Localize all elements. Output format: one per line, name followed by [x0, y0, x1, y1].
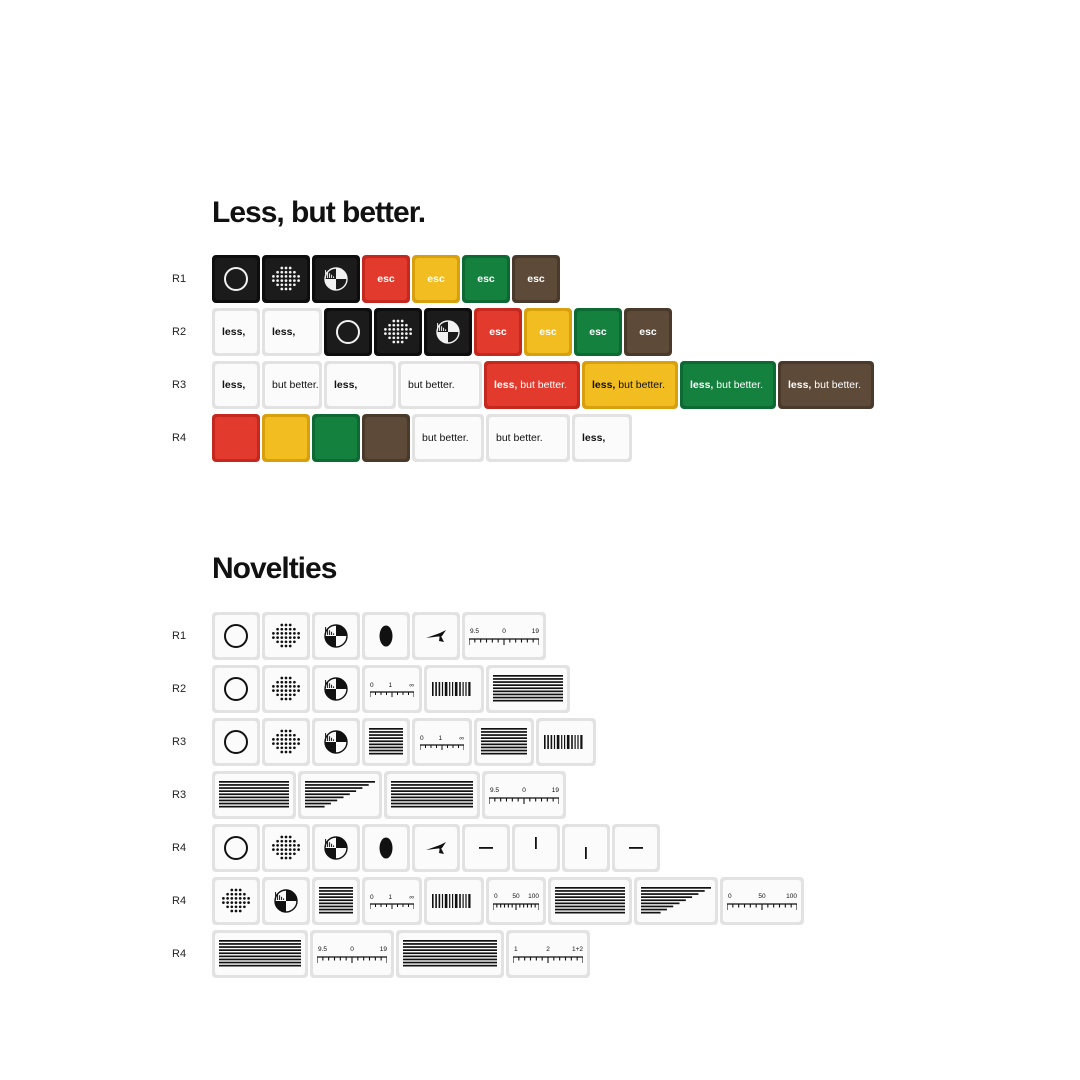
keycap-top-surface	[565, 827, 607, 869]
keycap-top-surface	[315, 880, 357, 922]
keycap-top-surface	[265, 668, 307, 710]
keycap-graphic	[301, 774, 379, 816]
keycap-top-surface	[313, 933, 391, 975]
svg-text:0: 0	[728, 893, 732, 900]
keycap-top-surface	[477, 311, 519, 353]
keycap-top-surface	[315, 668, 357, 710]
key-scale-0-50-100[interactable]	[486, 877, 546, 925]
keycap-row-keys	[212, 824, 662, 872]
keycap-legend: less, but better.	[690, 378, 763, 391]
keycap-top-surface	[215, 668, 257, 710]
keycap-graphic	[485, 774, 563, 816]
keycap-legend: less, but better.	[494, 378, 567, 391]
keycap-legend: but better.	[422, 431, 469, 444]
svg-text:1+2: 1+2	[571, 946, 583, 953]
keycap-row	[170, 877, 806, 925]
key-esc-yellow-2[interactable]	[524, 308, 572, 356]
keycap-graphic	[215, 721, 257, 763]
keycap-top-surface	[215, 258, 257, 300]
row-label: R1	[172, 630, 187, 642]
keycap-top-surface	[509, 933, 587, 975]
keycap-row	[170, 612, 806, 660]
row-label: R3	[172, 379, 187, 391]
keycap-top-surface	[427, 880, 481, 922]
keycap-graphic	[315, 615, 357, 657]
keycap-top-surface	[315, 258, 357, 300]
key-propeller[interactable]	[412, 612, 460, 660]
key-dot-grid[interactable]	[262, 612, 310, 660]
svg-text:19: 19	[379, 946, 387, 953]
key-pie-2[interactable]	[312, 665, 360, 713]
svg-text:9.5: 9.5	[318, 946, 328, 953]
keycap-graphic	[215, 933, 305, 975]
svg-text:∞: ∞	[409, 682, 414, 689]
keycap-graphic	[315, 827, 357, 869]
keycap-top-surface	[265, 417, 307, 459]
key-scale-0-1-inf-3[interactable]	[362, 877, 422, 925]
keycap-row	[170, 665, 806, 713]
key-dots-black[interactable]	[262, 255, 310, 303]
keycap-graphic	[365, 721, 407, 763]
keycap-graphic	[215, 615, 257, 657]
keycap-top-surface	[637, 880, 715, 922]
key-butbetter-white-4[interactable]	[486, 414, 570, 462]
keycap-graphic	[215, 827, 257, 869]
key-dash-1[interactable]	[462, 824, 510, 872]
key-esc-brown[interactable]	[512, 255, 560, 303]
svg-text:50: 50	[758, 893, 766, 900]
keycap-graphic	[365, 827, 407, 869]
keycap-top-surface	[515, 827, 557, 869]
keycap-top-surface	[551, 880, 629, 922]
keycap-top-surface	[465, 827, 507, 869]
svg-text:∞: ∞	[409, 894, 414, 901]
keycap-graphic	[265, 258, 307, 300]
keycap-top-surface	[365, 880, 419, 922]
keycap-graphic	[365, 668, 419, 710]
key-esc-red[interactable]	[362, 255, 410, 303]
keycap-graphic	[551, 880, 629, 922]
key-lessbutbetter-green[interactable]	[680, 361, 776, 409]
key-scale-1-2-12[interactable]	[506, 930, 590, 978]
keycap-top-surface	[365, 417, 407, 459]
key-pie-3[interactable]	[312, 718, 360, 766]
keycap-top-surface	[527, 311, 569, 353]
keycap-graphic	[315, 721, 357, 763]
row-label: R3	[172, 736, 187, 748]
keycap-graphic	[265, 668, 307, 710]
svg-text:50: 50	[512, 893, 520, 900]
keycap-graphic	[215, 774, 293, 816]
keycap-top-surface	[489, 668, 567, 710]
keycap-row-keys	[212, 414, 634, 462]
key-dot-grid-4[interactable]	[262, 824, 310, 872]
row-label: R1	[172, 273, 187, 285]
keycap-legend: but better.	[408, 378, 455, 391]
keycap-row	[170, 718, 806, 766]
keycap-graphic	[265, 721, 307, 763]
keycap-row	[170, 824, 806, 872]
key-butbetter-white-3[interactable]	[412, 414, 484, 462]
keycap-legend: esc	[639, 326, 657, 338]
svg-text:19: 19	[551, 787, 559, 794]
keycap-top-surface	[585, 364, 675, 406]
key-less-white-3[interactable]	[212, 361, 260, 409]
keycap-top-surface	[315, 827, 357, 869]
keycap-row-keys	[212, 612, 548, 660]
keycap-row-keys	[212, 665, 572, 713]
key-taper-1[interactable]	[298, 771, 382, 819]
key-circle-outline-3[interactable]	[212, 718, 260, 766]
keycap-top-surface	[489, 417, 567, 459]
keycap-top-surface	[487, 364, 577, 406]
keycap-row-keys	[212, 930, 592, 978]
keycap-top-surface	[315, 615, 357, 657]
key-dot-grid-5[interactable]	[212, 877, 260, 925]
keycap-top-surface	[427, 311, 469, 353]
keycap-section-less-but-better	[170, 255, 876, 467]
key-taper-2[interactable]	[634, 877, 718, 925]
keycap-top-surface	[215, 615, 257, 657]
key-less-white-1[interactable]	[212, 308, 260, 356]
keycap-legend: esc	[377, 273, 395, 285]
row-label: R4	[172, 948, 187, 960]
key-less-white-2[interactable]	[262, 308, 322, 356]
keycap-legend: esc	[589, 326, 607, 338]
key-pie-5[interactable]	[262, 877, 310, 925]
key-ticks-var[interactable]	[424, 665, 484, 713]
keycap-top-surface	[465, 615, 543, 657]
keycap-row-keys	[212, 771, 568, 819]
keycap-graphic	[427, 880, 481, 922]
keycap-top-surface	[365, 721, 407, 763]
keycap-row-keys	[212, 255, 562, 303]
key-circle-outline-4[interactable]	[212, 824, 260, 872]
keycap-graphic	[377, 311, 419, 353]
keycap-graphic	[327, 311, 369, 353]
keycap-graphic	[215, 668, 257, 710]
key-dots-black-2[interactable]	[374, 308, 422, 356]
keycap-top-surface	[399, 933, 501, 975]
keycap-top-surface	[215, 417, 257, 459]
keycap-top-surface	[387, 774, 477, 816]
keycap-graphic	[365, 615, 407, 657]
keycap-graphic	[265, 827, 307, 869]
keycap-top-surface	[265, 364, 319, 406]
key-bars-5[interactable]	[312, 877, 360, 925]
keycap-graphic	[427, 311, 469, 353]
row-label: R3	[172, 789, 187, 801]
keycap-row	[170, 930, 806, 978]
key-tick-down[interactable]	[562, 824, 610, 872]
key-lessbutbetter-brown[interactable]	[778, 361, 874, 409]
key-dot-grid-3[interactable]	[262, 718, 310, 766]
keycap-top-surface	[365, 258, 407, 300]
keycap-graphic	[315, 258, 357, 300]
key-bars-6[interactable]	[548, 877, 632, 925]
key-circle-outline[interactable]	[212, 612, 260, 660]
keycap-top-surface	[415, 615, 457, 657]
key-dot-grid-2[interactable]	[262, 665, 310, 713]
keycap-legend: less, but better.	[788, 378, 861, 391]
key-less-white-4[interactable]	[324, 361, 396, 409]
keycap-top-surface	[215, 827, 257, 869]
keycap-row	[170, 414, 876, 462]
key-bars-7[interactable]	[212, 930, 308, 978]
key-ticks-var-2[interactable]	[536, 718, 596, 766]
keycap-graphic	[365, 880, 419, 922]
keycap-graphic	[723, 880, 801, 922]
keycap-top-surface	[215, 721, 257, 763]
key-bars-1[interactable]	[362, 718, 410, 766]
svg-text:100: 100	[528, 893, 539, 900]
key-tick-up[interactable]	[512, 824, 560, 872]
svg-text:1: 1	[388, 894, 393, 901]
keycap-top-surface	[315, 417, 357, 459]
keycap-graphic	[615, 827, 657, 869]
keycap-top-surface	[415, 258, 457, 300]
keycap-legend: esc	[477, 273, 495, 285]
keycap-top-surface	[365, 827, 407, 869]
keycap-top-surface	[265, 827, 307, 869]
keycap-graphic	[565, 827, 607, 869]
keycap-top-surface	[301, 774, 379, 816]
keycap-graphic	[465, 615, 543, 657]
svg-text:0: 0	[420, 735, 424, 742]
keycap-top-surface	[683, 364, 773, 406]
page-title-novelties: Novelties	[212, 552, 337, 585]
key-ticks-var-3[interactable]	[424, 877, 484, 925]
keycap-legend: esc	[489, 326, 507, 338]
keycap-top-surface	[327, 311, 369, 353]
keycap-graphic	[637, 880, 715, 922]
key-bars-4[interactable]	[384, 771, 480, 819]
svg-text:9.5: 9.5	[490, 787, 500, 794]
keycap-legend: less,	[582, 431, 606, 444]
keycap-top-surface	[215, 311, 257, 353]
keycap-graphic	[265, 615, 307, 657]
keycap-top-surface	[377, 311, 419, 353]
key-esc-green[interactable]	[462, 255, 510, 303]
key-esc-brown-2[interactable]	[624, 308, 672, 356]
key-circle-black[interactable]	[212, 255, 260, 303]
keycap-legend: less,	[334, 378, 358, 391]
svg-text:9.5: 9.5	[470, 628, 480, 635]
key-scale-0-50-100-2[interactable]	[720, 877, 804, 925]
keycap-legend: less,	[272, 325, 296, 338]
keycap-top-surface	[265, 615, 307, 657]
keycap-graphic	[415, 615, 457, 657]
keycap-top-surface	[427, 668, 481, 710]
keycap-top-surface	[315, 721, 357, 763]
keycap-graphic	[415, 827, 457, 869]
key-blank-brown[interactable]	[362, 414, 410, 462]
key-esc-green-2[interactable]	[574, 308, 622, 356]
keycap-legend: esc	[527, 273, 545, 285]
key-scale-95-0-19-2[interactable]	[482, 771, 566, 819]
svg-text:∞: ∞	[459, 735, 464, 742]
keycap-top-surface	[577, 311, 619, 353]
keycap-graphic	[215, 258, 257, 300]
key-oval-fill[interactable]	[362, 612, 410, 660]
keycap-graphic	[315, 880, 357, 922]
keycap-row-keys	[212, 308, 674, 356]
keycap-row	[170, 308, 876, 356]
keycap-legend: but better.	[272, 378, 319, 391]
keycap-top-surface	[215, 880, 257, 922]
row-label: R4	[172, 432, 187, 444]
keycap-graphic	[415, 721, 469, 763]
keycap-top-surface	[265, 311, 319, 353]
svg-text:1: 1	[388, 682, 393, 689]
key-dash-2[interactable]	[612, 824, 660, 872]
key-blank-red[interactable]	[212, 414, 260, 462]
keycap-graphic	[515, 827, 557, 869]
key-oval-fill-2[interactable]	[362, 824, 410, 872]
page-title-less-but-better: Less, but better.	[212, 196, 426, 229]
keycap-graphic	[215, 880, 257, 922]
key-butbetter-white-1[interactable]	[262, 361, 322, 409]
keycap-graphic	[265, 880, 307, 922]
key-lessbutbetter-red[interactable]	[484, 361, 580, 409]
key-propeller-2[interactable]	[412, 824, 460, 872]
keycap-top-surface	[515, 258, 557, 300]
keycap-top-surface	[215, 933, 305, 975]
key-pie-black[interactable]	[312, 255, 360, 303]
keycap-graphic	[509, 933, 587, 975]
keycap-top-surface	[215, 364, 257, 406]
svg-text:0: 0	[370, 894, 374, 901]
svg-text:0: 0	[502, 628, 506, 635]
keycap-row	[170, 361, 876, 409]
svg-text:0: 0	[370, 682, 374, 689]
keycap-legend: less, but better.	[592, 378, 665, 391]
key-scale-0-1-inf[interactable]	[362, 665, 422, 713]
key-circle-black-2[interactable]	[324, 308, 372, 356]
key-bars-3[interactable]	[212, 771, 296, 819]
keycap-graphic	[427, 668, 481, 710]
keycap-legend: less,	[222, 378, 246, 391]
key-butbetter-white-2[interactable]	[398, 361, 482, 409]
keycap-graphic	[489, 668, 567, 710]
svg-text:0: 0	[522, 787, 526, 794]
keycap-graphic	[489, 880, 543, 922]
keycap-graphic	[539, 721, 593, 763]
keycap-top-surface	[477, 721, 531, 763]
keycap-top-surface	[575, 417, 629, 459]
keycap-graphic	[315, 668, 357, 710]
key-blank-green[interactable]	[312, 414, 360, 462]
keycap-graphic	[477, 721, 531, 763]
keycap-top-surface	[723, 880, 801, 922]
keycap-row	[170, 771, 806, 819]
key-scale-95-0-19[interactable]	[462, 612, 546, 660]
keycap-legend: esc	[539, 326, 557, 338]
keycap-top-surface	[415, 721, 469, 763]
keycap-top-surface	[365, 668, 419, 710]
key-scale-0-1-inf-2[interactable]	[412, 718, 472, 766]
svg-text:2: 2	[546, 946, 550, 953]
keycap-top-surface	[615, 827, 657, 869]
keycap-top-surface	[415, 417, 481, 459]
svg-text:19: 19	[531, 628, 539, 635]
keycap-top-surface	[365, 615, 407, 657]
keycap-top-surface	[465, 258, 507, 300]
keycap-graphic	[313, 933, 391, 975]
keycap-top-surface	[781, 364, 871, 406]
key-pie-black-2[interactable]	[424, 308, 472, 356]
keycap-row-keys	[212, 877, 806, 925]
keycap-top-surface	[327, 364, 393, 406]
row-label: R2	[172, 326, 187, 338]
keycap-graphic	[465, 827, 507, 869]
keycap-top-surface	[265, 721, 307, 763]
row-label: R4	[172, 895, 187, 907]
keycap-legend: but better.	[496, 431, 543, 444]
keycap-top-surface	[539, 721, 593, 763]
keycap-row-keys	[212, 361, 876, 409]
key-blank-yellow[interactable]	[262, 414, 310, 462]
keycap-top-surface	[415, 827, 457, 869]
keycap-graphic	[387, 774, 477, 816]
keycap-legend: less,	[222, 325, 246, 338]
keycap-top-surface	[485, 774, 563, 816]
row-label: R2	[172, 683, 187, 695]
keycap-top-surface	[215, 774, 293, 816]
row-label: R4	[172, 842, 187, 854]
key-circle-outline-2[interactable]	[212, 665, 260, 713]
svg-text:1: 1	[514, 946, 518, 953]
key-scale-95-0-19-3[interactable]	[310, 930, 394, 978]
keycap-row-keys	[212, 718, 598, 766]
key-lessbutbetter-yellow[interactable]	[582, 361, 678, 409]
key-pie-4[interactable]	[312, 824, 360, 872]
key-bars-wide-1[interactable]	[486, 665, 570, 713]
keycap-row	[170, 255, 876, 303]
keycap-graphic	[399, 933, 501, 975]
svg-text:0: 0	[350, 946, 354, 953]
svg-text:1: 1	[438, 735, 443, 742]
key-bars-2[interactable]	[474, 718, 534, 766]
key-esc-yellow[interactable]	[412, 255, 460, 303]
key-less-white-5[interactable]	[572, 414, 632, 462]
keycap-top-surface	[265, 258, 307, 300]
keycap-top-surface	[401, 364, 479, 406]
key-esc-red-2[interactable]	[474, 308, 522, 356]
key-bars-8[interactable]	[396, 930, 504, 978]
keycap-legend: esc	[427, 273, 445, 285]
key-pie[interactable]	[312, 612, 360, 660]
svg-text:100: 100	[786, 893, 797, 900]
svg-text:0: 0	[494, 893, 498, 900]
keycap-top-surface	[489, 880, 543, 922]
keycap-top-surface	[627, 311, 669, 353]
keycap-section-novelties	[170, 612, 806, 983]
keycap-top-surface	[265, 880, 307, 922]
